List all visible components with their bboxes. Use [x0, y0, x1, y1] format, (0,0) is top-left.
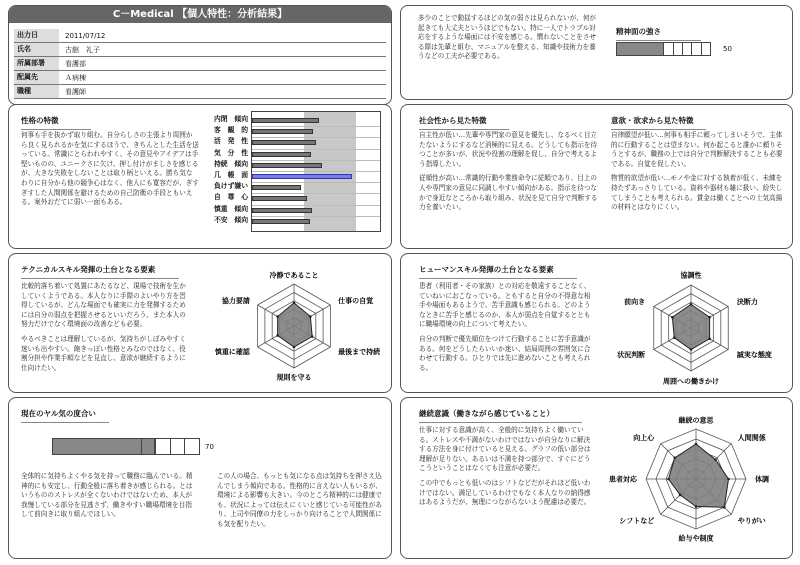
trait-bar — [252, 174, 352, 179]
info-label: 配属先 — [14, 71, 59, 84]
radar-axis-label: 慎重に確認 — [214, 348, 250, 356]
social-panel — [400, 104, 793, 249]
satisfaction-text-2: この中でもっとも低いのはシフトなどだがそれほど低いわけではない。満足しているわけでもなく本人なりの納得感はあるようだが、無理につながらないよう配慮は必要だ。 — [419, 478, 591, 507]
radar-axis-label: 向上心 — [633, 433, 655, 442]
radar-point — [679, 494, 682, 497]
info-value: 2011/07/12 — [65, 31, 106, 40]
technical-text-1: 比較的落ち着いて処置にあたるなど、現場で技術を生かしていくようである。本人なりに手際のよいやり方を習得しているが、どんな場面でも確実に力を発揮するためには自分の弱点を把握させるといいだろう。また本人の努力だけでなく環境面の改善なども必要。 — [21, 282, 186, 329]
trait-divider — [252, 126, 380, 127]
info-row — [14, 71, 386, 85]
morale-title: 現在のヤル気の度合い — [21, 408, 109, 423]
radar-axis-label: 継続の意思 — [678, 416, 714, 425]
trait-divider — [252, 149, 380, 150]
spirit-text: 多少のことで動揺するほどの気の弱さは見られないが、何が起きても大丈夫というほどでもない。特に一人でトラブル対応をするような場面には不安を感じる。慣れないことをさせる際は先輩と組む、マニュアルを整える、知識や技術力を養うなどの工夫が必要である。 — [418, 14, 597, 61]
technical-panel — [8, 253, 392, 393]
morale-panel — [8, 397, 392, 559]
trait-divider — [252, 216, 380, 217]
trait-label: 不安 傾向 — [214, 215, 248, 224]
human-text-2: 自分の判断で優先順位をつけて行動することに苦手意識がある。何をどうしたらいいか迷い、結局周囲の雰囲気に合わせて行動する。ひとりでは先に進めないことも考えられる。 — [419, 334, 591, 372]
radar-point — [708, 316, 711, 319]
radar-point — [311, 335, 314, 338]
info-table — [14, 29, 386, 99]
trait-divider — [252, 193, 380, 194]
info-row — [14, 57, 386, 71]
motivation-text-2: 物質的欲望が低い…モノや金に対する執着が低く、未練を持たずあっさりしている。資料や器材も雑に扱い、紛失してしまうことも考えられる。賞金は働くことへの士気高揚の材料とはなりにくい。 — [611, 174, 783, 212]
personality-text: 何事も手を抜かず取り組む。自分らしさの主張より周囲から良く見られるかを気にするほうで、きちんとした生活を送っている。常識にとらわれやすく、その意見やアイデアは手堅いものの、ユニークさに欠け、押し付けがましさを感じるが、大きな失敗をしないことは取り柄といえる。勝ち気なわりに自分から他の競争心はなく、他人にも寛容だが、ぎすぎすした人間関係を避けるための自己防衛の手段ともいえる。案外おだてに弱い一面もある。 — [21, 131, 199, 207]
trait-bar — [252, 140, 316, 145]
trait-label: 慎重 傾向 — [214, 204, 248, 213]
technical-text-2: やるべきことは理解しているが、気持ちがしぼみやすく迷いも出やすい。飽きっぽい性格とみなのではなく、役割分担や作業手順などを見直し、意欲が継続するように仕向けたい。 — [21, 334, 186, 372]
info-row — [14, 43, 386, 57]
satisfaction-panel — [400, 397, 793, 559]
satisfaction-text-1: 仕事に対する意識が高く、全般的に気持ちよく働いている。ストレスや不満がないわけではないが自分なりに解決する方法を身に付けていると見える。グラフの低い部分は理解が足りない。あるいは不満を持つ部分で、すぐにどうこうということはなくても注意が必要だ。 — [419, 426, 591, 473]
bar-tick — [184, 439, 185, 454]
trait-bar — [252, 219, 310, 224]
radar-point — [673, 336, 676, 339]
human-radar-chart — [598, 256, 788, 391]
radar-point — [293, 346, 296, 349]
bar-tick — [673, 43, 674, 55]
trait-label: 内閉 傾向 — [214, 115, 248, 123]
trait-label-list — [202, 114, 250, 226]
info-row — [14, 85, 386, 99]
spirit-value: 50 — [723, 45, 732, 53]
motivation-text — [611, 131, 786, 245]
info-value: 古舘 礼子 — [65, 45, 100, 54]
human-text — [419, 282, 591, 390]
radar-point — [690, 303, 693, 306]
radar-axis-label: 最後まで持続 — [338, 348, 381, 356]
radar-point — [695, 505, 698, 508]
technical-title: テクニカルスキル発揮の土台となる要素 — [21, 264, 179, 279]
radar-axis-label: 協力要請 — [221, 297, 250, 305]
satisfaction-text — [419, 426, 595, 554]
bar-tick — [155, 439, 156, 454]
human-text-1: 患者（利用者・その家族）との対応を敬遠することなく、ていねいにおこなっている。ともすると自分の不得意な相手や場面もあるようで、苦手意識も感じられる。どのようなときに苦手と感じるのか、本人が弱点を自覚するとともに職場環境の向上について考えたい。 — [419, 282, 591, 329]
radar-axis-label: 冷静であること — [269, 271, 319, 280]
morale-text-1: 全体的に気持ちよくやる気を持って職務に臨んでいる。精神的にも安定し、行動全般に落ち着きが感じられる。とはいうもののストレスが全くないわけではないため、本人が我慢している部分を見逃さず、働きやすい職場環境を目指して前向きに取り組んでほしい。 — [21, 472, 193, 519]
radar-axis-label: 決断力 — [736, 298, 758, 306]
social-text-2: 従順性が高い…常識的行動や業務命令に従順であり、目上の人や専門家の意見に同調しやすい傾向がある。指示を待つなかで身近なところから取り組み、状況を見て自分で判断する力を養いたい。 — [419, 174, 598, 212]
radar-axis-label: 給与や制度 — [678, 534, 714, 543]
trait-label: 自 尊 心 — [214, 193, 248, 202]
trait-bar — [252, 129, 313, 134]
radar-axis-label: 規則を守る — [276, 373, 312, 382]
satisfaction-radar-chart — [604, 401, 784, 557]
info-label: 所属部署 — [14, 57, 59, 70]
bar-tick — [682, 43, 683, 55]
trait-chart — [251, 111, 381, 232]
radar-axis-label: シフトなど — [619, 517, 655, 526]
radar-point — [309, 315, 312, 318]
trait-divider — [252, 171, 380, 172]
trait-bar — [252, 208, 312, 213]
trait-label: 負けず嫌い — [214, 182, 248, 191]
info-value: 看護師 — [65, 87, 86, 96]
morale-text-2: この人の場合、もっとも気になる点は気持ちを押さえ込んでしまう傾向である。性格的に言えない人もいるが、環境による影響も大きい。今のところ精神的には健康でも、状況によっては伝えにくいと感じている可能性があり、上司や同僚の力をしっかり向けることで人間関係にも気を配りたい。 — [217, 472, 382, 528]
trait-divider — [252, 182, 380, 183]
trait-divider — [252, 205, 380, 206]
trait-label: 活 発 性 — [214, 137, 248, 146]
trait-bar — [252, 163, 322, 168]
personality-panel — [8, 104, 392, 249]
trait-bar — [252, 152, 311, 157]
radar-point — [276, 315, 279, 318]
radar-axis-label: 周囲への働きかけ — [663, 377, 719, 386]
trait-label: 几 帳 面 — [214, 170, 248, 179]
radar-axis-label: 誠実な態度 — [736, 351, 772, 359]
trait-label: 気 分 性 — [214, 148, 248, 157]
satisfaction-title: 継続意識（働きながら感じていること） — [419, 408, 582, 423]
radar-axis-label: やりがい — [737, 517, 766, 526]
radar-point — [695, 443, 698, 446]
trait-bar — [252, 196, 307, 201]
info-label: 出力日 — [14, 29, 59, 42]
bar-tick — [701, 43, 702, 55]
radar-axis-label: 仕事の自覚 — [338, 297, 374, 305]
spirit-title: 精神面の強さ — [616, 26, 701, 41]
human-panel — [400, 253, 793, 393]
trait-bar — [252, 118, 319, 123]
spirit-bar-fill — [617, 43, 664, 55]
radar-point — [690, 348, 693, 351]
header-title-bar — [9, 6, 391, 23]
radar-point — [673, 456, 676, 459]
radar-axis-label: 前向き — [624, 298, 646, 306]
info-row — [14, 29, 386, 43]
human-title: ヒューマンスキル発揮の土台となる要素 — [419, 264, 577, 279]
personality-title: 性格の特徴 — [21, 115, 91, 130]
radar-axis-label: 協調性 — [680, 271, 702, 280]
radar-value-area — [672, 304, 709, 349]
trait-bars — [252, 112, 380, 231]
morale-bar — [52, 438, 200, 455]
radar-point — [276, 334, 279, 337]
trait-label: 客 観 的 — [214, 126, 248, 135]
bar-tick — [170, 439, 171, 454]
technical-radar-chart — [199, 256, 389, 391]
page-title: C－Medical 【個人特性：分析結果】 — [112, 9, 288, 20]
trait-divider — [252, 137, 380, 138]
social-title: 社会性から見た特徴 — [419, 115, 509, 130]
morale-value: 70 — [205, 443, 214, 451]
radar-point — [723, 506, 726, 509]
motivation-title: 意欲・欲求から見た特徴 — [611, 115, 706, 130]
trait-label: 持続 傾向 — [214, 159, 248, 168]
radar-axis-label: 状況判断 — [617, 351, 646, 359]
header-panel — [8, 5, 392, 105]
radar-axis-label: 人間関係 — [737, 433, 766, 442]
radar-point — [667, 478, 670, 481]
radar-point — [293, 302, 296, 305]
spirit-bar — [616, 42, 711, 56]
info-label: 氏名 — [14, 43, 59, 56]
radar-point — [708, 337, 711, 340]
radar-value-area — [278, 303, 313, 347]
radar-axis-label: 患者対応 — [609, 475, 637, 484]
bar-tick — [691, 43, 692, 55]
radar-point — [714, 458, 717, 461]
info-value: Ａ病棟 — [65, 73, 86, 82]
trait-divider — [252, 160, 380, 161]
spirit-panel — [400, 5, 793, 100]
info-label: 職種 — [14, 85, 59, 98]
radar-point — [727, 478, 730, 481]
trait-bar — [252, 185, 301, 190]
social-text-1: 自主性が低い…先輩や専門家の意見を優先し、なるべく目立たないようにするなど消極的に見える。どうしても指示を待つことが多いが、状況や役割の理解を促し、自分で考えるよう指導したい。 — [419, 131, 598, 168]
bar-tick — [141, 439, 142, 454]
motivation-text-1: 自律願望が低い…何事も相手に頼ってしまいそうで、主体的に行動することは望まない。何か起こると誰かに頼りそうとするが、職務の上では自分で判断解決することも必要である。自覚を促したい。 — [611, 131, 783, 168]
technical-text — [21, 282, 191, 390]
social-text — [419, 131, 599, 245]
radar-point — [671, 316, 674, 319]
radar-axis-label: 体調 — [755, 475, 769, 484]
info-value: 看護部 — [65, 59, 86, 68]
